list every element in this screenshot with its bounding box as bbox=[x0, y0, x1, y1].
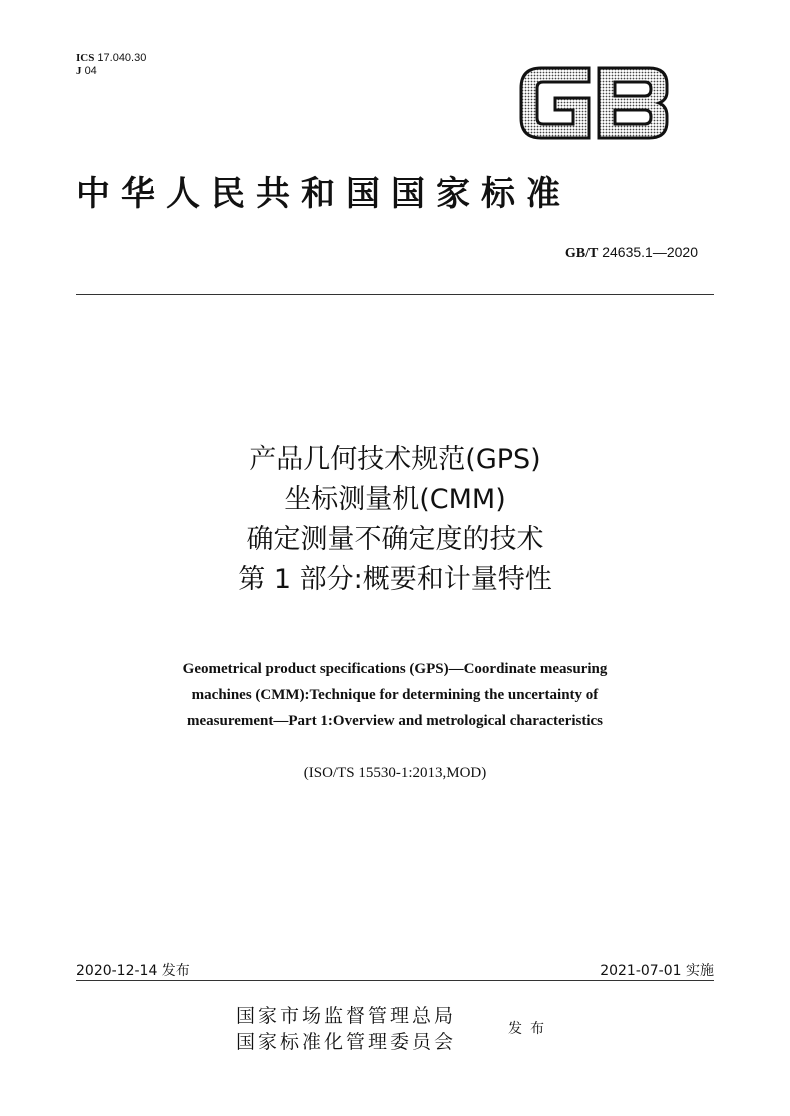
publish-label: 发布 bbox=[508, 1021, 552, 1037]
standard-prefix: GB/T bbox=[564, 246, 599, 261]
issuer-sac: 国家标准化管理委员会 bbox=[236, 1031, 457, 1053]
english-title bbox=[100, 656, 690, 734]
gb-logo-g bbox=[521, 68, 589, 138]
iso-reference: (ISO/TS 15530-1:2013,MOD) bbox=[303, 765, 487, 781]
implementation-date: 2021-07-01 实施 bbox=[600, 963, 714, 979]
standard-number bbox=[565, 244, 698, 262]
chinese-title bbox=[0, 440, 790, 600]
ics-line bbox=[76, 52, 146, 65]
country-standard-title: 中华人民共和国国家标准 bbox=[76, 174, 571, 214]
header-divider bbox=[76, 294, 714, 295]
ics-code: 17.040.30 bbox=[97, 52, 147, 64]
standard-number-value: 24635.1—2020 bbox=[602, 244, 698, 260]
issuing-authorities bbox=[236, 1003, 456, 1055]
footer-divider bbox=[76, 980, 714, 981]
chinese-title-line-3: 确定测量不确定度的技术 bbox=[246, 524, 544, 555]
ccs-line bbox=[76, 65, 146, 78]
issue-date: 2020-12-14 发布 bbox=[76, 963, 190, 979]
ccs-label: J bbox=[76, 65, 82, 77]
english-title-line-1: Geometrical product specifications (GPS)—Coordinate measuring bbox=[182, 661, 608, 677]
chinese-title-line-1: 产品几何技术规范(GPS) bbox=[249, 444, 541, 475]
english-title-line-2: machines (CMM):Technique for determining the uncertainty of bbox=[191, 687, 599, 703]
chinese-title-line-4: 第 1 部分:概要和计量特性 bbox=[238, 564, 552, 595]
gb-logo-b bbox=[599, 68, 667, 138]
english-title-line-3: measurement—Part 1:Overview and metrological characteristics bbox=[187, 713, 603, 729]
ics-label: ICS bbox=[76, 52, 95, 64]
chinese-title-line-2: 坐标测量机(CMM) bbox=[284, 484, 506, 515]
gb-logo bbox=[515, 62, 673, 144]
classification-codes bbox=[76, 52, 146, 78]
ccs-code: 04 bbox=[84, 65, 97, 77]
issuer-samr: 国家市场监督管理总局 bbox=[236, 1005, 457, 1027]
